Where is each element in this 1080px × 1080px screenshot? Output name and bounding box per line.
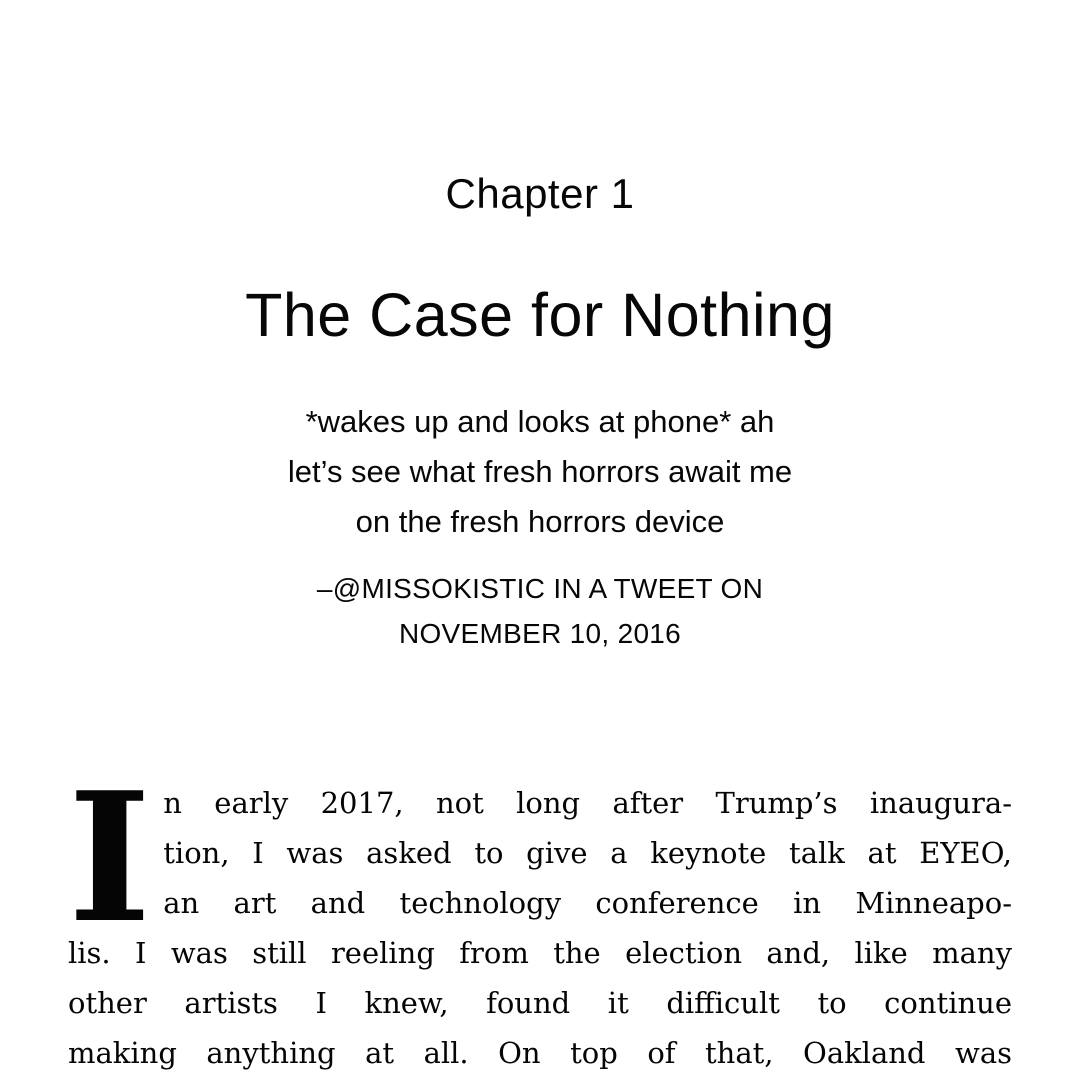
body-line: an art and technology conference in Minneapo- <box>163 886 1012 920</box>
body-paragraph <box>68 753 1012 1078</box>
body-line: n early 2017, not long after Trump’s inaugura- <box>163 786 1012 820</box>
epigraph-line: on the fresh horrors device <box>355 504 725 539</box>
chapter-title: The Case for Nothing <box>245 281 835 349</box>
dropcap-letter: I <box>68 753 152 962</box>
epigraph-line: let’s see what fresh horrors await me <box>287 454 793 489</box>
body-line: lis. I was still reeling from the election and, like many <box>68 936 1012 970</box>
body-line: tion, I was asked to give a keynote talk at EYEO, <box>163 836 1012 870</box>
attribution-line: –@MISSOKISTIC IN A TWEET ON <box>316 573 764 604</box>
chapter-label: Chapter 1 <box>445 170 635 217</box>
epigraph <box>0 397 1080 547</box>
attribution-line: NOVEMBER 10, 2016 <box>398 618 682 649</box>
epigraph-line: *wakes up and looks at phone* ah <box>305 404 775 439</box>
body-line: other artists I knew, found it difficult to continue <box>68 986 1012 1020</box>
epigraph-attribution <box>0 566 1080 656</box>
body-line: making anything at all. On top of that, Oakland was <box>68 1036 1012 1070</box>
